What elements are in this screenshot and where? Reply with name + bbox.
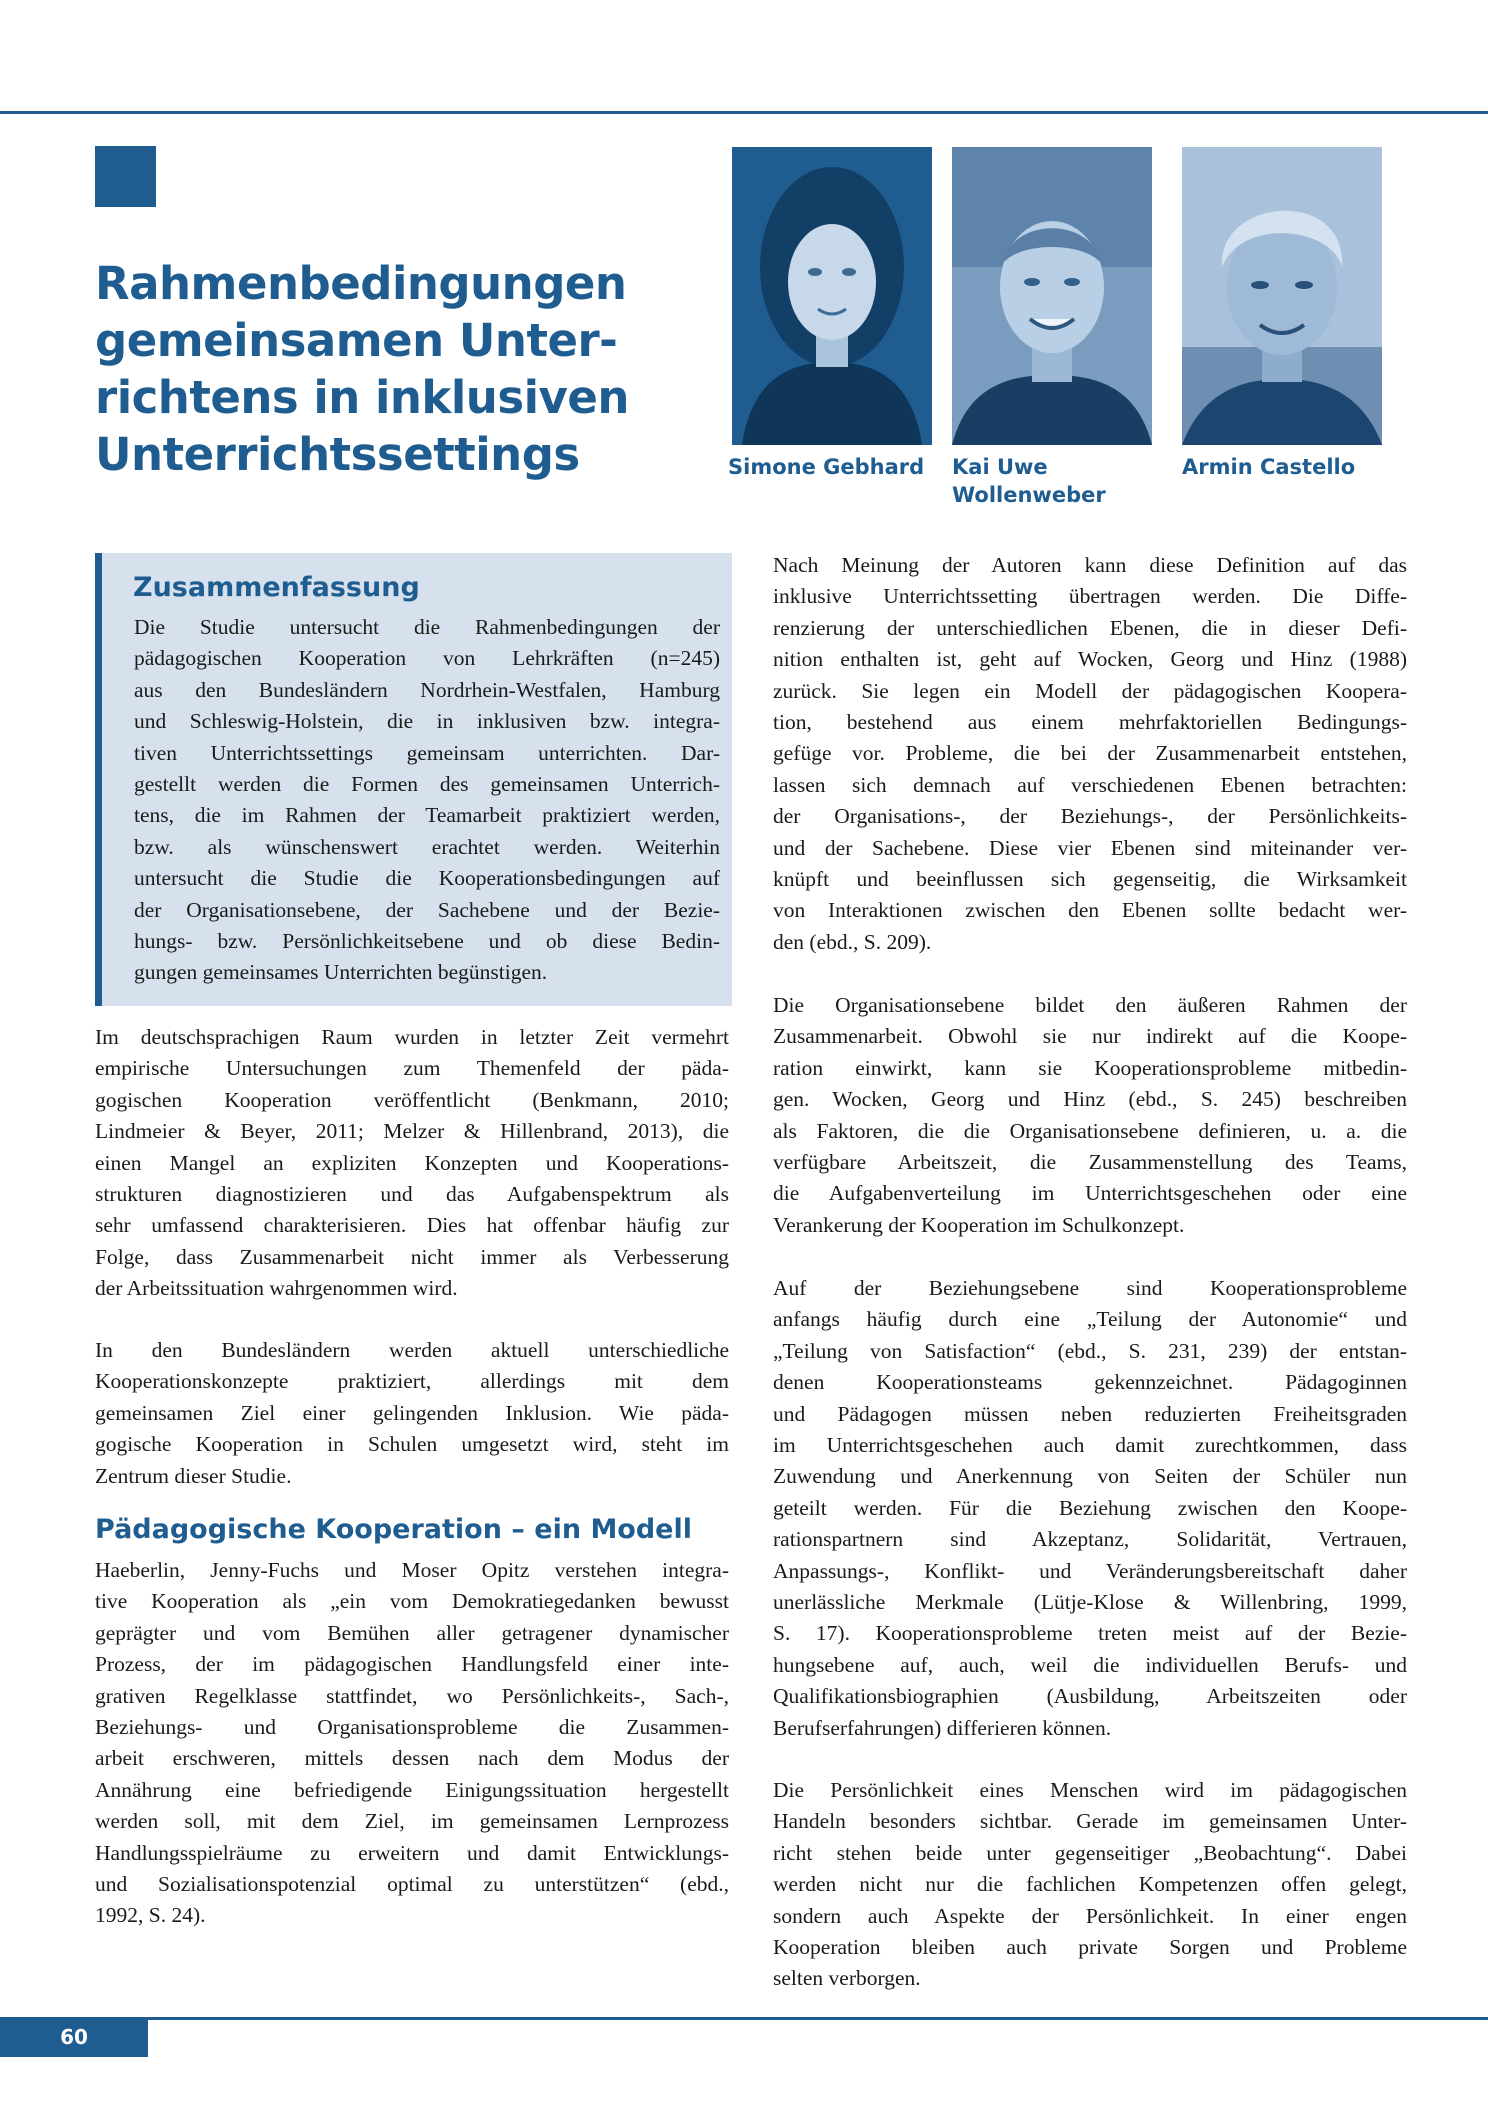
text-line: grativen Regelklasse stattfindet, wo Persönlichkeits-, Sach-,	[95, 1683, 729, 1708]
author-name-simone-gebhard	[728, 453, 938, 481]
text-line: den (ebd., S. 209).	[773, 929, 932, 954]
text-line: lassen sich demnach auf verschiedenen Ebenen betrachten:	[773, 772, 1407, 797]
text-line: der Arbeitssituation wahrgenommen wird.	[95, 1276, 458, 1301]
author-name-line: Wollenweber	[952, 483, 1106, 507]
text-line: einen Mangel an expliziten Konzepten und Kooperations-	[95, 1150, 729, 1175]
summary-line: und Schleswig-Holstein, die in inklusiven bzw. integra-	[134, 709, 720, 734]
text-line: Zuwendung und Anerkennung von Seiten der Schüler nun	[773, 1464, 1407, 1489]
text-line: gogischen Kooperation veröffentlicht (Benkmann, 2010;	[95, 1087, 729, 1112]
left-paragraph-3	[95, 1555, 729, 1932]
text-line: Im deutschsprachigen Raum wurden in letzter Zeit vermehrt	[95, 1025, 729, 1049]
right-paragraph-2	[773, 990, 1407, 1241]
text-line: „Teilung von Satisfaction“ (ebd., S. 231, 239) der entstan-	[773, 1338, 1407, 1363]
text-line: arbeit erschweren, mittels dessen nach dem Modus der	[95, 1746, 729, 1771]
summary-line: Die Studie untersucht die Rahmenbedingungen der	[134, 615, 720, 639]
text-line: empirische Untersuchungen zum Themenfeld der päda-	[95, 1056, 729, 1081]
text-line: werden nicht nur die fachlichen Kompetenzen offen gelegt,	[773, 1872, 1407, 1897]
text-line: gemeinsamen Ziel einer gelingenden Inklusion. Wie päda-	[95, 1400, 729, 1425]
title-line: gemeinsamen Unter-	[95, 314, 618, 367]
section-heading: Pädagogische Kooperation – ein Modell	[95, 1514, 693, 1545]
text-line: richt stehen beide unter gegenseitiger „Beobachtung“. Dabei	[773, 1840, 1407, 1865]
text-line: der Organisations-, der Beziehungs-, der Persönlichkeits-	[773, 804, 1407, 829]
text-line: In den Bundesländern werden aktuell unterschiedliche	[95, 1338, 729, 1362]
text-line: sondern auch Aspekte der Persönlichkeit. In einer engen	[773, 1903, 1407, 1928]
text-line: Handlungsspielräume zu erweitern und damit Entwicklungs-	[95, 1840, 729, 1865]
author-name-line: Armin Castello	[1182, 455, 1356, 479]
text-line: ration einwirkt, kann sie Kooperationsprobleme mitbedin-	[773, 1055, 1407, 1080]
author-photo-kai-uwe-wollenweber	[952, 147, 1152, 445]
text-line: werden soll, mit dem Ziel, im gemeinsamen Lernprozess	[95, 1809, 729, 1834]
summary-line: tens, die im Rahmen der Teamarbeit praktiziert werden,	[134, 803, 720, 828]
text-line: und Sozialisationspotenzial optimal zu unterstützen“ (ebd.,	[95, 1872, 729, 1897]
author-name-line: Simone Gebhard	[728, 455, 925, 479]
text-line: Zentrum dieser Studie.	[95, 1463, 292, 1488]
text-line: inklusive Unterrichtssetting übertragen werden. Die Diffe-	[773, 584, 1407, 609]
author-name-kai-uwe-wollenweber	[952, 453, 1162, 509]
summary-text	[134, 612, 720, 989]
right-paragraph-1	[773, 550, 1407, 958]
text-line: anfangs häufig durch eine „Teilung der Autonomie“ und	[773, 1307, 1407, 1332]
text-line: Qualifikationsbiographien (Ausbildung, Arbeitszeiten oder	[773, 1684, 1407, 1709]
title-line: Rahmenbedingungen	[95, 257, 627, 310]
summary-line: bzw. als wünschenswert erachtet werden. Weiterhin	[134, 834, 720, 859]
text-line: gogische Kooperation in Schulen umgesetzt wird, steht im	[95, 1432, 729, 1457]
text-line: Beziehungs- und Organisationsprobleme die Zusammen-	[95, 1715, 729, 1740]
text-line: gefüge vor. Probleme, die bei der Zusammenarbeit entstehen,	[773, 741, 1407, 766]
title-line: Unterrichtssettings	[95, 428, 580, 481]
text-line: Kooperationskonzepte praktiziert, allerdings mit dem	[95, 1369, 729, 1394]
text-line: Zusammenarbeit. Obwohl sie nur indirekt auf die Koope-	[773, 1024, 1407, 1049]
text-line: rationspartnern sind Akzeptanz, Solidarität, Vertrauen,	[773, 1527, 1407, 1552]
summary-line: gungen gemeinsames Unterrichten begünstigen.	[134, 960, 548, 985]
text-line: strukturen diagnostizieren und das Aufgabenspektrum als	[95, 1182, 729, 1207]
text-line: geprägter und vom Bemühen aller getragener dynamischer	[95, 1620, 729, 1645]
text-line: Die Organisationsebene bildet den äußeren Rahmen der	[773, 993, 1407, 1017]
text-line: im Unterrichtsgeschehen auch damit zurechtkommen, dass	[773, 1433, 1407, 1458]
summary-line: aus den Bundesländern Nordrhein-Westfalen, Hamburg	[134, 677, 720, 702]
accent-square	[95, 146, 156, 207]
text-line: nition enthalten ist, geht auf Wocken, Georg und Hinz (1988)	[773, 647, 1407, 672]
text-line: 1992, S. 24).	[95, 1903, 206, 1928]
summary-line: tiven Unterrichtssettings gemeinsam unterrichten. Dar-	[134, 740, 720, 765]
text-line: tive Kooperation als „ein vom Demokratiegedanken bewusst	[95, 1589, 729, 1614]
text-line: Annährung eine befriedigende Einigungssituation hergestellt	[95, 1777, 729, 1802]
text-line: sehr umfassend charakterisieren. Dies hat offenbar häufig zur	[95, 1213, 729, 1238]
text-line: Kooperation bleiben auch private Sorgen und Probleme	[773, 1935, 1407, 1960]
summary-line: der Organisationsebene, der Sachebene und der Bezie-	[134, 897, 720, 922]
text-line: gen. Wocken, Georg und Hinz (ebd., S. 245) beschreiben	[773, 1087, 1407, 1112]
left-paragraph-2	[95, 1335, 729, 1492]
text-line: Lindmeier & Beyer, 2011; Melzer & Hillenbrand, 2013), die	[95, 1119, 729, 1144]
summary-line: hungs- bzw. Persönlichkeitsebene und ob diese Bedin-	[134, 929, 720, 954]
text-line: Nach Meinung der Autoren kann diese Definition auf das	[773, 553, 1407, 577]
text-line: S. 17). Kooperationsprobleme treten meist auf der Bezie-	[773, 1621, 1407, 1646]
text-line: selten verborgen.	[773, 1966, 921, 1991]
summary-line: untersucht die Studie die Kooperationsbedingungen auf	[134, 866, 720, 891]
left-paragraph-1	[95, 1022, 729, 1305]
text-line: knüpft und beeinflussen sich gegenseitig, die Wirksamkeit	[773, 867, 1407, 892]
page-number: 60	[0, 2017, 148, 2057]
text-line: denen Kooperationsteams gekennzeichnet. Pädagoginnen	[773, 1370, 1407, 1395]
text-line: Folge, dass Zusammenarbeit nicht immer als Verbesserung	[95, 1244, 729, 1269]
bottom-rule	[0, 2017, 1488, 2020]
text-line: von Interaktionen zwischen den Ebenen sollte bedacht wer-	[773, 898, 1407, 923]
article-title	[95, 255, 695, 483]
text-line: Haeberlin, Jenny-Fuchs und Moser Opitz verstehen integra-	[95, 1558, 729, 1582]
summary-line: gestellt werden die Formen des gemeinsamen Unterrich-	[134, 772, 720, 797]
text-line: verfügbare Arbeitszeit, die Zusammenstellung des Teams,	[773, 1150, 1407, 1175]
text-line: Die Persönlichkeit eines Menschen wird im pädagogischen	[773, 1778, 1407, 1802]
right-paragraph-3	[773, 1273, 1407, 1744]
summary-line: pädagogischen Kooperation von Lehrkräften (n=245)	[134, 646, 720, 671]
text-line: Anpassungs-, Konflikt- und Veränderungsbereitschaft daher	[773, 1558, 1407, 1583]
top-rule	[0, 111, 1488, 114]
text-line: unerlässliche Merkmale (Lütje-Klose & Willenbring, 1999,	[773, 1590, 1407, 1615]
author-name-line: Kai Uwe	[952, 455, 1048, 479]
author-photo-armin-castello	[1182, 147, 1382, 445]
text-line: hungsebene auf, auch, weil die individuellen Berufs- und	[773, 1652, 1407, 1677]
summary-heading: Zusammenfassung	[133, 572, 420, 603]
text-line: renzierung der unterschiedlichen Ebenen, die in dieser Defi-	[773, 615, 1407, 640]
text-line: tion, bestehend aus einem mehrfaktoriellen Bedingungs-	[773, 710, 1407, 735]
text-line: Verankerung der Kooperation im Schulkonzept.	[773, 1212, 1185, 1237]
text-line: und der Sachebene. Diese vier Ebenen sind miteinander ver-	[773, 835, 1407, 860]
text-line: und Pädagogen müssen neben reduzierten Freiheitsgraden	[773, 1401, 1407, 1426]
right-paragraph-4	[773, 1775, 1407, 1995]
text-line: die Aufgabenverteilung im Unterrichtsgeschehen oder eine	[773, 1181, 1407, 1206]
text-line: Berufserfahrungen) differieren können.	[773, 1715, 1112, 1740]
author-name-armin-castello	[1182, 453, 1392, 481]
text-line: Auf der Beziehungsebene sind Kooperationsprobleme	[773, 1276, 1407, 1300]
text-line: geteilt werden. Für die Beziehung zwischen den Koope-	[773, 1495, 1407, 1520]
title-line: richtens in inklusiven	[95, 371, 629, 424]
text-line: zurück. Sie legen ein Modell der pädagogischen Koopera-	[773, 678, 1407, 703]
text-line: Prozess, der im pädagogischen Handlungsfeld einer inte-	[95, 1652, 729, 1677]
author-photo-simone-gebhard	[732, 147, 932, 445]
text-line: Handeln besonders sichtbar. Gerade im gemeinsamen Unter-	[773, 1809, 1407, 1834]
text-line: als Faktoren, die die Organisationsebene definieren, u. a. die	[773, 1118, 1407, 1143]
